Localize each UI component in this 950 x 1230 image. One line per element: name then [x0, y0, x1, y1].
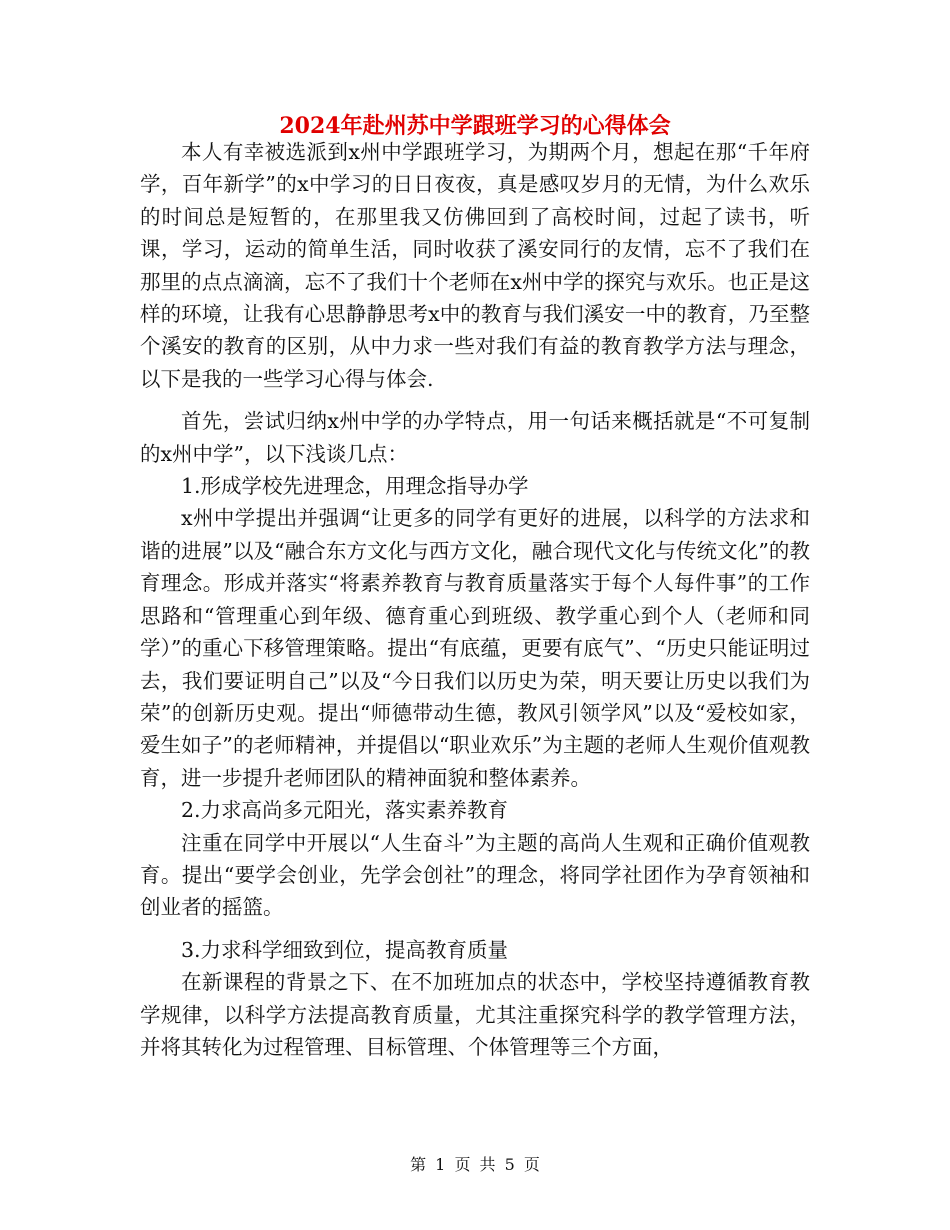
section-heading: 3.力求科学细致到位，提高教育质量	[181, 937, 509, 962]
section-heading: 1.形成学校先进理念，用理念指导办学	[181, 474, 529, 499]
paragraph: 本人有幸被选派到x州中学跟班学习，为期两个月，想起在那“千年府学，百年新学”的x中学习的日日夜夜，真是感叹岁月的无情，为什么欢乐的时间总是短暂的，在那里我又仿佛回到了高校时间，过起了读书，听课，学习，运动的简单生活，同时收获了溪安同行的友情，忘不了我们在那里的点点滴滴，忘不了我们十个老师在x州中学的探究与欢乐。也正是这样的环境，让我有心思静静思考x中的教育与我们溪安一中的教育，乃至整个溪安的教育的区别，从中力求一些对我们有益的教育教学方法与理念，以下是我的一些学习心得与体会.	[140, 140, 810, 391]
page-number: 第 1 页 共 5 页	[410, 1155, 540, 1174]
document-title: 2024年赴州苏中学跟班学习的心得体会	[279, 113, 671, 139]
paragraph: x州中学提出并强调“让更多的同学有更好的进展，以科学的方法求和谐的进展”以及“融合东方文化与西方文化，融合现代文化与传统文化”的教育理念。形成并落实“将素养教育与教育质量落实于每个人每件事”的工作思路和“管理重心到年级、德育重心到班级、教学重心到个人（老师和同学）”的重心下移管理策略。提出“有底蕴，更要有底气”、“历史只能证明过去，我们要证明自己”以及“今日我们以历史为荣，明天要让历史以我们为荣”的创新历史观。提出“师德带动生德，教风引领学风”以及“爱校如家，爱生如子”的老师精神，并提倡以“职业欢乐”为主题的老师人生观价值观教育，进一步提升老师团队的精神面貌和整体素养。	[140, 506, 810, 790]
paragraph: 注重在同学中开展以“人生奋斗”为主题的高尚人生观和正确价值观教育。提出“要学会创业，先学会创社”的理念，将同学社团作为孕育领袖和创业者的摇篮。	[140, 830, 810, 920]
paragraph: 在新课程的背景之下、在不加班加点的状态中，学校坚持遵循教育教学规律，以科学方法提高教育质量，尤其注重探究科学的教学管理方法，并将其转化为过程管理、目标管理、个体管理等三个方面，	[140, 970, 810, 1059]
paragraph: 首先，尝试归纳x州中学的办学特点，用一句话来概括就是“不可复制的x州中学”，以下浅谈几点：	[140, 409, 810, 466]
section-heading: 2.力求高尚多元阳光，落实素养教育	[181, 798, 509, 823]
document-body	[140, 136, 810, 1063]
